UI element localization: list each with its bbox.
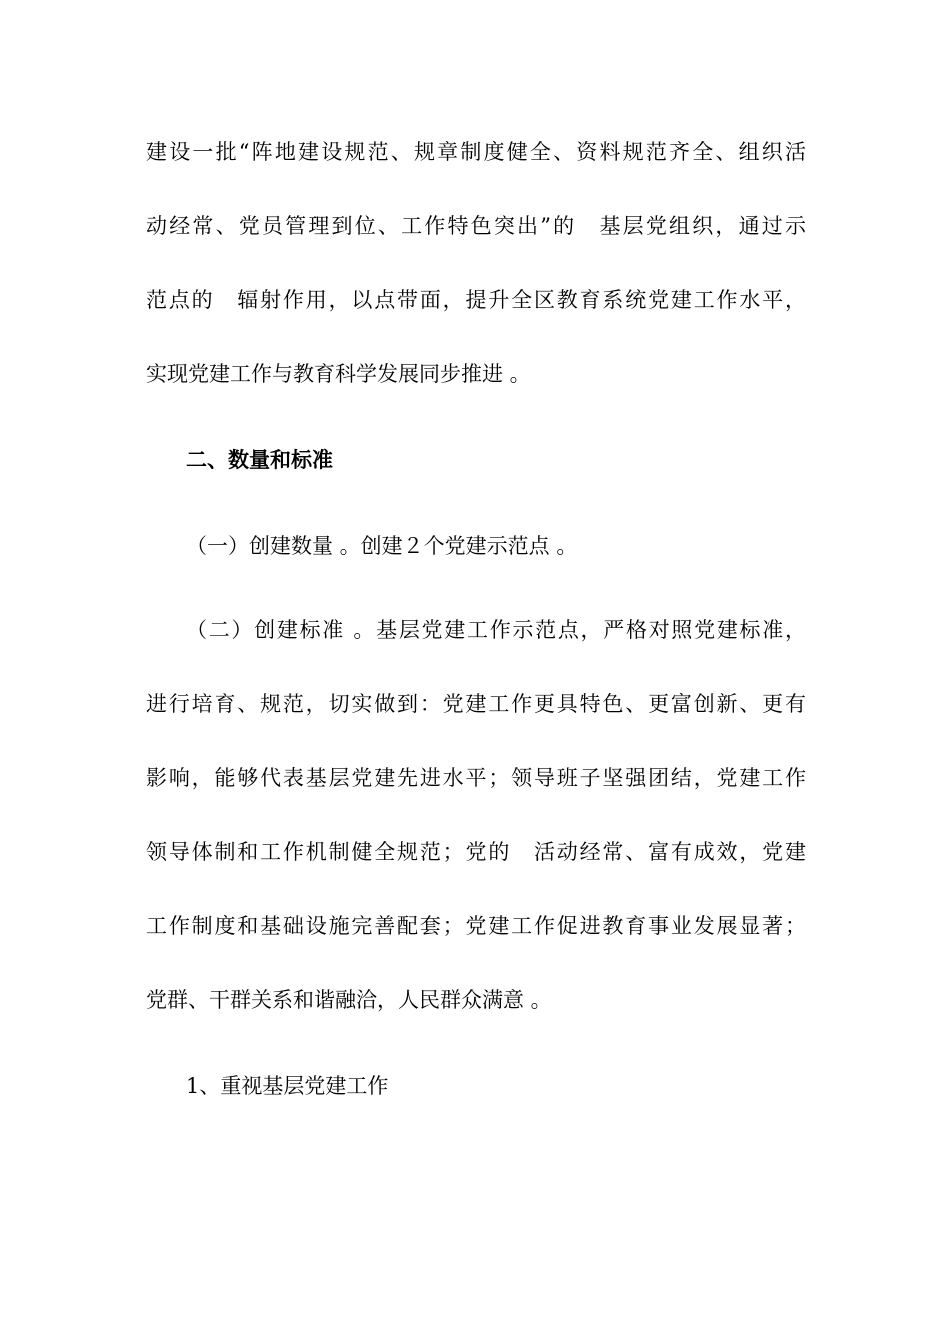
paragraph1-line-3: 范点的 辐射作用，以点带面，提升全区教育系统党建工作水平，: [146, 288, 806, 312]
sub-item-1: 1、重视基层党建工作: [186, 1074, 389, 1098]
item-standard-line-6: 党群、干群关系和谐融洽，人民群众满意 。: [146, 988, 552, 1012]
item-standard-line-3: 影响，能够代表基层党建先进水平；领导班子坚强团结，党建工作: [146, 766, 806, 790]
paragraph1-line-1: 建设一批“阵地建设规范、规章制度健全、资料规范齐全、组织活: [146, 140, 806, 164]
paragraph1-line-4: 实现党建工作与教育科学发展同步推进 。: [146, 362, 531, 386]
item-standard-line-4: 领导体制和工作机制健全规范；党的 活动经常、富有成效，党建: [146, 840, 806, 864]
paragraph1-line-2: 动经常、党员管理到位、工作特色突出”的 基层党组织，通过示: [146, 214, 806, 238]
item-standard-line-5: 工作制度和基础设施完善配套；党建工作促进教育事业发展显著；: [146, 914, 806, 938]
section-heading: 二、数量和标准: [186, 448, 333, 472]
item-quantity: （一）创建数量 。创建２个党建示范点 。: [186, 534, 578, 558]
item-standard-line-1: （二）创建标准 。基层党建工作示范点，严格对照党建标准，: [186, 618, 806, 642]
item-standard-line-2: 进行培育、规范，切实做到：党建工作更具特色、更富创新、更有: [146, 692, 806, 716]
